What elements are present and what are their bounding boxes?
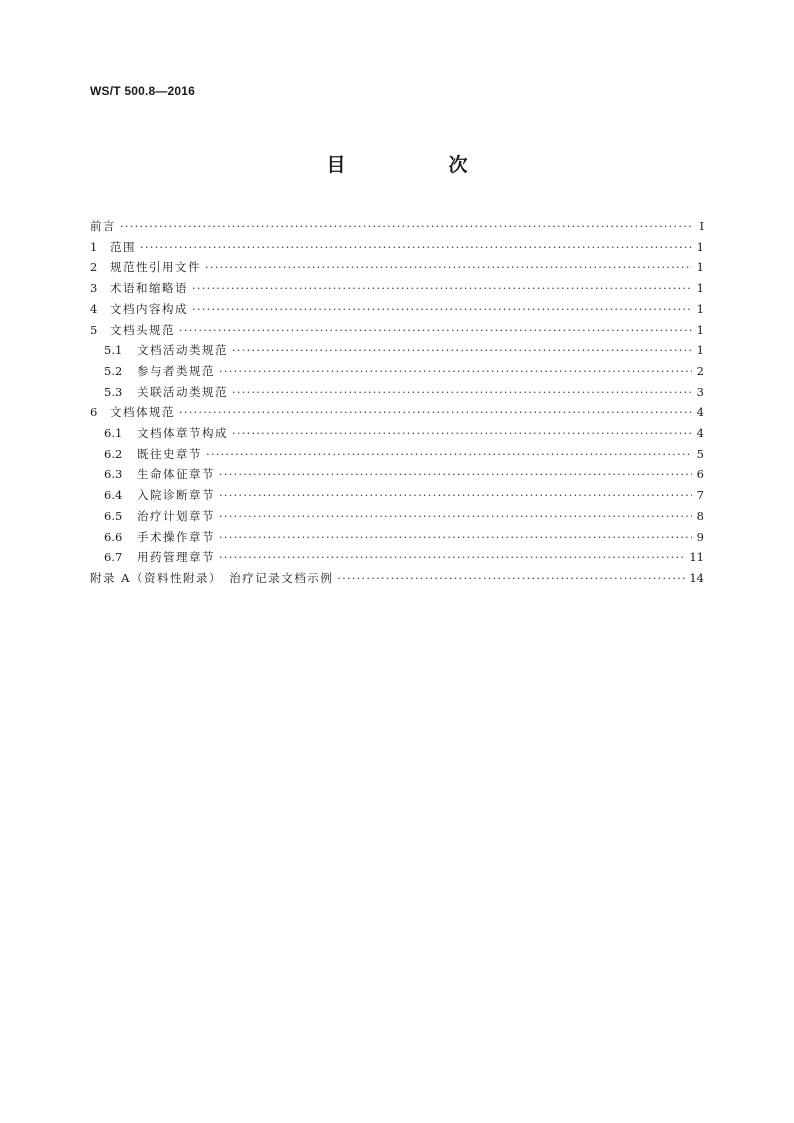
toc-entry-page: Ⅰ: [699, 219, 704, 233]
dot-leader: [192, 299, 692, 320]
toc-entry[interactable]: [90, 444, 704, 465]
toc-entry-page: 5: [696, 446, 704, 461]
toc-entry-page: 3: [696, 384, 704, 399]
dot-leader: [219, 547, 685, 568]
dot-leader: [219, 361, 692, 382]
toc-entry[interactable]: [90, 485, 704, 506]
dot-leader: [219, 464, 692, 485]
toc-entry-number: 5: [90, 322, 98, 337]
toc-entry-number: 6.4: [104, 488, 123, 503]
toc-entry-label: 文档体章节构成: [137, 426, 228, 441]
toc-entry[interactable]: [90, 299, 704, 320]
toc-entry-label: 入院诊断章节: [137, 488, 215, 503]
toc-entry-page: 7: [696, 488, 704, 503]
toc-entry[interactable]: [90, 527, 704, 548]
toc-entry[interactable]: [90, 237, 704, 258]
dot-leader: [232, 382, 692, 403]
toc-entry-number: 6.3: [104, 467, 123, 482]
toc-entry-number: 4: [90, 301, 98, 316]
toc-entry-page: 1: [696, 281, 704, 296]
toc-entry[interactable]: [90, 382, 704, 403]
dot-leader: [205, 257, 692, 278]
table-of-contents: [90, 216, 704, 589]
dot-leader: [219, 485, 692, 506]
toc-entry[interactable]: [90, 568, 704, 589]
toc-entry-number: 6.7: [104, 550, 123, 565]
toc-entry[interactable]: [90, 216, 704, 237]
dot-leader: [219, 527, 692, 548]
toc-entry[interactable]: [90, 402, 704, 423]
toc-entry-number: 3: [90, 281, 98, 296]
toc-entry-number: 2: [90, 260, 98, 275]
toc-entry[interactable]: [90, 278, 704, 299]
toc-entry-label: 前言: [90, 219, 116, 233]
standard-code: WS/T 500.8—2016: [90, 84, 196, 98]
toc-entry-page: 1: [696, 301, 704, 316]
toc-entry-label: 既往史章节: [137, 446, 202, 461]
toc-entry-page: 6: [696, 467, 704, 482]
toc-entry-number: 6.2: [104, 446, 123, 461]
toc-entry-number: 6.5: [104, 508, 123, 523]
dot-leader: [120, 216, 692, 237]
toc-entry-page: 8: [696, 508, 704, 523]
toc-entry[interactable]: [90, 464, 704, 485]
toc-title: 目 次: [326, 154, 510, 176]
toc-entry-label: 治疗计划章节: [137, 508, 215, 523]
toc-entry[interactable]: [90, 547, 704, 568]
toc-entry-number: 5.1: [104, 343, 123, 358]
toc-entry-label: 附录 A（资料性附录） 治疗记录文档示例: [90, 570, 334, 585]
toc-entry-page: 1: [696, 322, 704, 337]
dot-leader: [140, 237, 692, 258]
dot-leader: [219, 506, 692, 527]
toc-entry-label: 参与者类规范: [137, 363, 215, 378]
toc-entry[interactable]: [90, 257, 704, 278]
toc-entry[interactable]: [90, 320, 704, 341]
toc-entry-label: 手术操作章节: [137, 529, 215, 544]
toc-entry[interactable]: [90, 506, 704, 527]
toc-entry-page: 11: [689, 550, 704, 565]
dot-leader: [192, 278, 692, 299]
toc-entry-number: 6: [90, 405, 98, 420]
toc-entry[interactable]: [90, 423, 704, 444]
dot-leader: [337, 568, 685, 589]
toc-entry-label: 文档活动类规范: [137, 343, 228, 358]
toc-entry-label: 关联活动类规范: [137, 384, 228, 399]
toc-entry[interactable]: [90, 340, 704, 361]
toc-entry-page: 4: [696, 405, 704, 420]
toc-entry-label: 文档体规范: [110, 405, 175, 420]
dot-leader: [232, 340, 692, 361]
dot-leader: [179, 320, 692, 341]
toc-entry-label: 文档头规范: [110, 322, 175, 337]
toc-entry-label: 文档内容构成: [110, 301, 188, 316]
toc-entry-page: 14: [689, 570, 704, 585]
toc-entry-page: 1: [696, 239, 704, 254]
toc-entry-label: 规范性引用文件: [110, 260, 201, 275]
dot-leader: [206, 444, 692, 465]
toc-entry-number: 6.6: [104, 529, 123, 544]
toc-entry-page: 2: [696, 363, 704, 378]
toc-entry-label: 范围: [110, 239, 136, 254]
toc-entry[interactable]: [90, 361, 704, 382]
dot-leader: [179, 402, 692, 423]
toc-entry-number: 6.1: [104, 426, 123, 441]
toc-entry-label: 用药管理章节: [137, 550, 215, 565]
toc-entry-page: 4: [696, 426, 704, 441]
toc-entry-page: 1: [696, 260, 704, 275]
toc-entry-number: 5.3: [104, 384, 123, 399]
toc-entry-number: 5.2: [104, 363, 123, 378]
toc-entry-label: 生命体征章节: [137, 467, 215, 482]
toc-entry-number: 1: [90, 239, 98, 254]
toc-entry-page: 9: [696, 529, 704, 544]
toc-entry-page: 1: [696, 343, 704, 358]
toc-entry-label: 术语和缩略语: [110, 281, 188, 296]
dot-leader: [232, 423, 692, 444]
